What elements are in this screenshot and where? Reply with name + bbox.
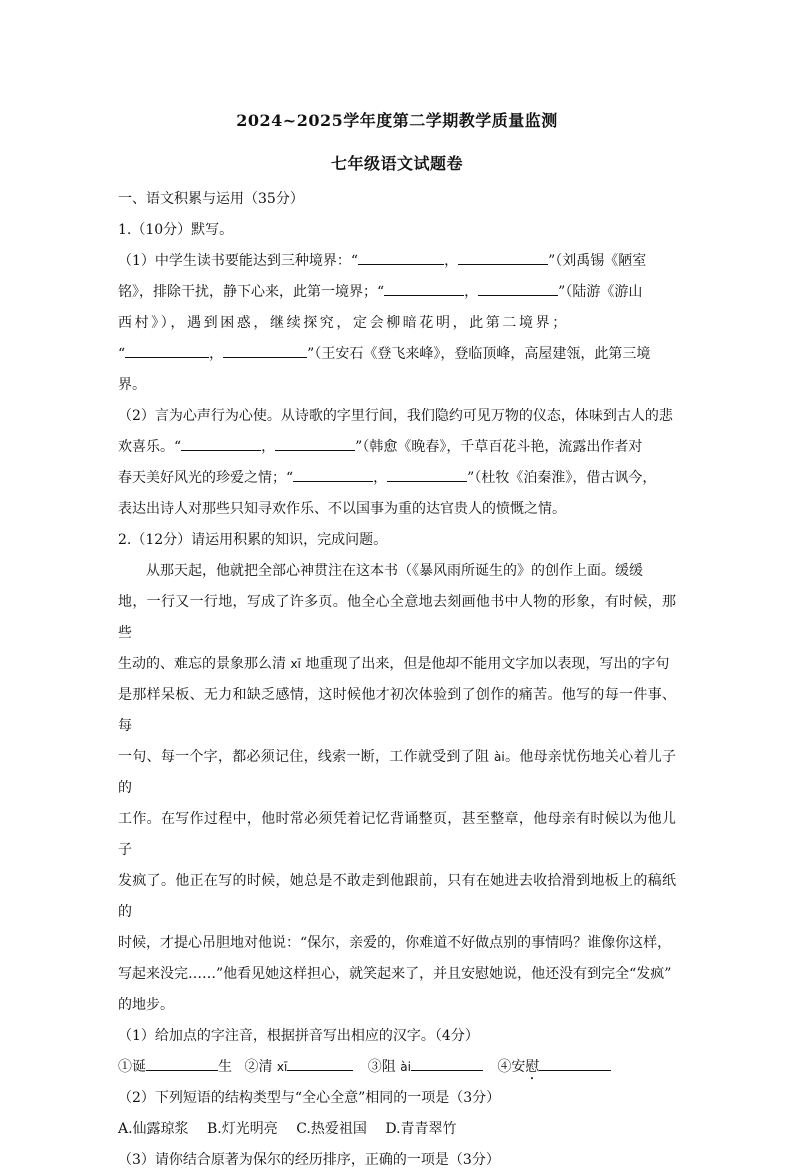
pinyin-xi: xī [290,657,301,671]
answer-blank[interactable] [478,281,558,296]
answer-blank[interactable] [387,467,467,482]
option-a[interactable]: A.仙露琼浆 [118,1121,189,1137]
exam-title: 2024~2025学年度第二学期教学质量监测 [236,111,558,130]
answer-blank[interactable] [181,436,261,451]
answer-blank[interactable] [125,343,209,358]
option-d[interactable]: D.青青翠竹 [385,1121,457,1137]
answer-blank[interactable] [223,343,307,358]
q2-sub3-stem: （3）请你结合原著为保尔的经历排序，正确的一项是（3分） [118,1152,500,1168]
answer-blank[interactable] [275,436,355,451]
exam-page [118,100,676,1176]
q2-sub2-stem: （2）下列短语的结构类型与“全心全意”相同的一项是（3分） [118,1090,501,1106]
q2-sub1-items: ①诞 生 ②清 xī ③阻 ài ④安慰 [118,1052,676,1083]
answer-blank[interactable] [146,1056,218,1071]
option-b[interactable]: B.灯光明亮 [207,1121,278,1137]
q1-part2: （2）言为心声行为心使。从诗歌的字里行间，我们隐约可见万物的仪态，体味到古人的悲 欢喜乐。“ ， ”（韩愈《晚春》，千草百花斗艳，流露出作者对 春天美好风光的珍爱之情；“ ， ”（杜牧《泊秦淮》，借古讽今， 表达出诗人对那些只知寻欢作乐、不以国事为重的达官贵人的愤慨之情。 [118,408,673,517]
answer-blank[interactable] [293,467,373,482]
pinyin-ai: ài [493,750,505,764]
q2-sub1-stem: （1）给加点的字注音，根据拼音写出相应的汉字。（4分） [118,1028,479,1044]
exam-subtitle: 七年级语文试题卷 [330,154,463,173]
answer-blank[interactable] [287,1056,353,1071]
answer-blank[interactable] [539,1056,611,1071]
q2-passage: 从那天起，他就把全部心神贯注在这本书（《暴风雨所诞生的》的创作上面。缓缓 地，一行又一行地，写成了许多页。他全心全意地去刻画他书中人物的形象，有时候，那些 生动的、难忘的景象那么清 xī 地重现了出来，但是他却不能用文字加以表现，写出的字句 是那样呆板、无力和缺乏感情，这时候他才初次体验到了创作的痛苦。他写的每一件事、每 一句、每一个字，都必须记住，线索一断，工作就受到了阻 ài。他母亲忧伤地关心着儿子的 工作。在写作过程中，他时常必须凭着记忆背诵整页，甚至整章，他母亲有时候以为他儿子 发疯了。他正在写的时候，她总是不敢走到他跟前，只有在她进去收拾滑到地板上的稿纸的 时候，才提心吊胆地对他说：“保尔，亲爱的，你难道不好做点别的事情吗？谁像你这样， 写起来没完……”他看见她这样担心，就笑起来了，并且安慰她说，他还没有到完全“发疯” 的地步。 [118,563,677,1013]
q2-stem: 2.（12分）请运用积累的知识，完成问题。 [118,532,388,548]
answer-blank[interactable] [384,281,464,296]
answer-blank[interactable] [411,1056,483,1071]
option-c[interactable]: C.热爱祖国 [296,1121,367,1137]
section-heading: 一、语文积累与运用（35分） [118,191,304,207]
q1-stem: 1.（10分）默写。 [118,222,234,238]
q2-sub2-options [118,1114,676,1145]
answer-blank[interactable] [358,250,444,265]
q1-part1: （1）中学生读书要能达到三种境界：“ ， ”（刘禹锡《陋室 铭》，排除干扰，静下心来，此第一境界；“ ， ”（陆游《游山 西村》），遇到困惑，继续探究，定会柳暗花明，此第二境界； “ ， ”（王安石《登飞来峰》，登临顶峰，高屋建瓴，此第三境 界。 [118,246,676,401]
answer-blank[interactable] [458,250,548,265]
